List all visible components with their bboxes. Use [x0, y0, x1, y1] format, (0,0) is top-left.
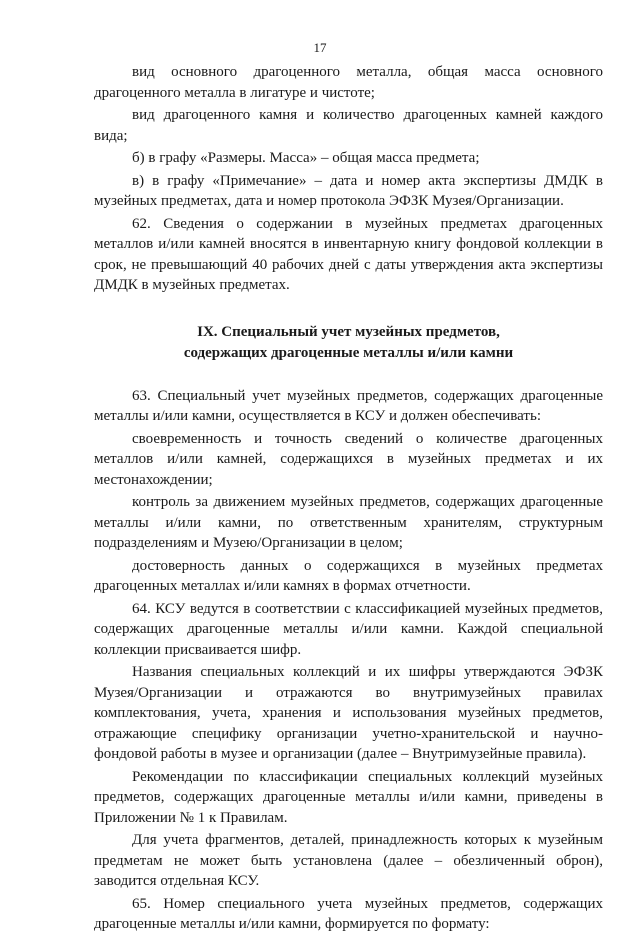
paragraph-65: 65. Номер специального учета музейных предметов, содержащих драгоценные металлы и/или камни, формируется по формату: — [94, 895, 603, 932]
paragraph: Названия специальных коллекций и их шифры утверждаются ЭФЗК Музея/Организации и отражаются во внутримузейных правилах комплектования, учета, хранения и использования музейных предметов, отражающие специфику организации учетно-хранительской и научно-фондовой работы в музее и организации (далее – Внутримузейные правила). — [94, 664, 603, 762]
paragraph: Рекомендации по классификации специальных коллекций музейных предметов, содержащих драгоценные металлы и/или камни, приведены в Приложении № 1 к Правилам. — [94, 768, 603, 826]
paragraph: в) в графу «Примечание» – дата и номер акта экспертизы ДМДК в музейных предметах, дата и номер протокола ЭФЗК Музея/Организации. — [94, 172, 603, 209]
paragraph: своевременность и точность сведений о количестве драгоценных металлов и/или камней, содержащихся в музейных предметах и их местонахождении; — [94, 430, 603, 488]
section-heading — [94, 322, 603, 364]
section-heading-line-2: содержащих драгоценные металлы и/или камни — [183, 344, 514, 361]
page-number: 17 — [313, 40, 327, 55]
paragraph-63: 63. Специальный учет музейных предметов, содержащих драгоценные металлы и/или камни, осуществляется в КСУ и должен обеспечивать: — [94, 387, 603, 424]
section-heading-line-1: IX. Специальный учет музейных предметов, — [197, 323, 500, 340]
document-body — [94, 62, 603, 935]
paragraph-64: 64. КСУ ведутся в соответствии с классификацией музейных предметов, содержащих драгоценные металлы и/или камни. Каждой специальной коллекции присваивается шифр. — [94, 600, 603, 658]
paragraph-62: 62. Сведения о содержании в музейных предметах драгоценных металлов и/или камней вносятся в инвентарную книгу фондовой коллекции в срок, не превышающий 40 рабочих дней с даты утверждения акта экспертизы ДМДК в музейных предметах. — [94, 215, 603, 293]
paragraph: вид драгоценного камня и количество драгоценных камней каждого вида; — [94, 107, 603, 144]
paragraph: контроль за движением музейных предметов, содержащих драгоценные металлы и/или камни, по ответственным хранителям, структурным подразделениям и Музею/Организации в целом; — [94, 494, 603, 551]
paragraph: Для учета фрагментов, деталей, принадлежность которых к музейным предметам не может быть установлена (далее – обезличенный оброн), заводится отдельная КСУ. — [94, 832, 603, 889]
paragraph: вид основного драгоценного металла, общая масса основного драгоценного металла в лигатуре и чистоте; — [94, 64, 603, 101]
paragraph: б) в графу «Размеры. Масса» – общая масса предмета; — [132, 150, 480, 166]
paragraph: достоверность данных о содержащихся в музейных предметах драгоценных металлах и/или камнях в формах отчетности. — [94, 557, 603, 594]
